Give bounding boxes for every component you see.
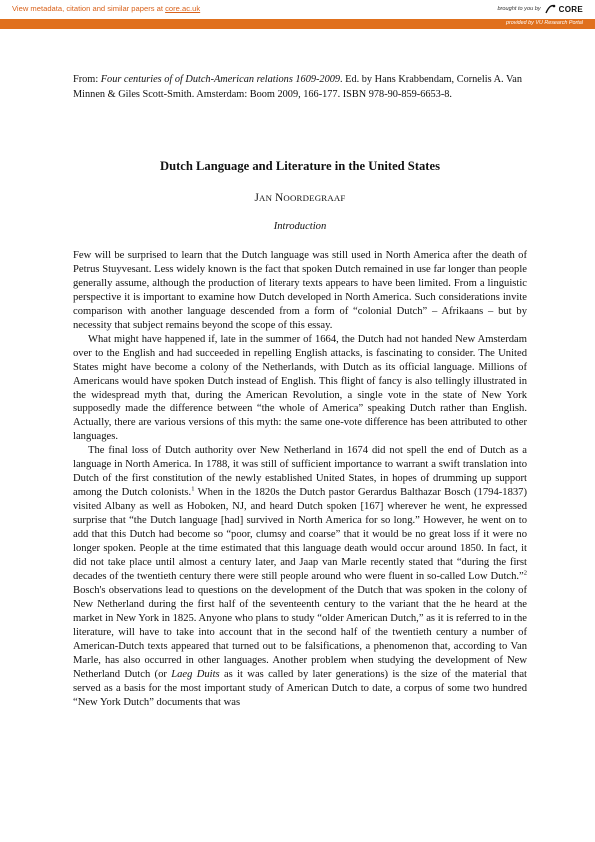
core-banner (0, 0, 595, 19)
body-text (73, 249, 527, 709)
author-first-rest: AN (259, 193, 273, 203)
paper-page (73, 72, 527, 709)
author-last-initial: N (275, 192, 284, 204)
paper-title: Dutch Language and Literature in the United States (160, 159, 440, 173)
citation-prefix: From: (73, 74, 101, 85)
paragraph-3-part-a: The final loss of Dutch authority over New Netherland in 1674 did not spell the end of Dutch as a language in North America. In 1788, it was still of sufficient importance to warrant a swift translation into Dutch of the first constitution of the newly established United States, in hopes of drumming up support among the Dutch colonists. (73, 445, 527, 499)
paragraph-3-part-c: Bosch's observations lead to questions on the development of the Dutch that was spoken in the colony of New Netherland during the first half of the seventeenth century to the variant that the he heard at the market in New York in 1825. Anyone who plans to study “older American Dutch,” as it is referred to in the literature, will have to take into account that in the second half of the twentieth century a number of American-Dutch texts appeared that turned out to be falsifications, a phenomenon that, according to Van Marle, has also occurred in other languages. Another problem when studying the development of New Netherland Dutch (or (73, 584, 527, 680)
citation-rest: . Ed. by Hans Krabbendam, Cornelis A. Van Minnen & Giles Scott-Smith. Amsterdam: Boom 2009, 166-177. ISBN 978-90-859-6653-8. (73, 74, 523, 100)
core-logo-text[interactable]: CORE (558, 4, 583, 14)
core-branding (497, 3, 583, 15)
paragraph-2: What might have happened if, late in the summer of 1664, the Dutch had not handed New Amsterdam over to the English and had succeeded in repelling English attacks, is fascinating to consider. The United States might have become a colony of the Netherlands, with Dutch as its official language. Millions of Americans would have spoken Dutch instead of English. This flight of fancy is also tellingly illustrated in the widespread myth that, during the American Revolution, a single vote in the state of New York supposedly made the difference between “the whole of America” speaking Dutch rather than English. Actually, there are various versions of this myth: the same one-vote difference has been attributed to other languages. (73, 333, 527, 443)
paragraph-3-italic-term: Laeg Duits (171, 668, 220, 680)
footnote-ref-1[interactable]: 1 (191, 485, 195, 493)
footnote-ref-2[interactable]: 2 (523, 569, 527, 577)
paragraph-3-part-d: as it was called by later generations) is the size of the material that served as a basis for the most important study of American Dutch to date, a corpus of some two hundred “New York Dutch” documents that was (73, 668, 527, 708)
author-first-initial: J (254, 192, 260, 204)
core-link[interactable]: core.ac.uk (165, 4, 201, 13)
author-last-rest: OORDEGRAAF (283, 193, 346, 203)
citation (73, 72, 527, 102)
paragraph-3-part-b: When in the 1820s the Dutch pastor Gerardus Balthazar Bosch (1794-1837) visited Albany as well as Hoboken, NJ, and heard Dutch spoken [167] wherever he went, he expressed surprise that “the Dutch language [had] survived in North America for so long.” However, he went on to add that this Dutch had become so “poor, clumsy and coarse” that it would be no great loss if it were no longer spoken. People at the time estimated that this language death would occur around 1850. In fact, it did not take place until almost a century later, and Jaap van Marle recently stated that “during the first decades of the twentieth century there were still people around who were fluent in so-called Low Dutch.” (73, 487, 527, 582)
paragraph-3 (73, 444, 527, 709)
core-metadata-text (12, 4, 200, 13)
core-provided-bar (0, 19, 595, 29)
paragraph-1: Few will be surprised to learn that the Dutch language was still used in North America after the death of Petrus Stuyvesant. Less widely known is the fact that spoken Dutch remained in use far longer than people generally assume, although the production of literary texts appears to have been limited. From a linguistic perspective it is important to examine how Dutch developed in North America. Such considerations invite comparison with another language descended from a form of “colonial Dutch” – Afrikaans – but by necessity that subject remains beyond the scope of this essay. (73, 250, 527, 331)
author-name (73, 191, 527, 205)
core-link-prefix: View metadata, citation and similar papers at (12, 4, 163, 13)
section-heading: Introduction (273, 221, 327, 232)
brought-to-you-text: brought to you by (497, 6, 541, 12)
citation-book-title: Four centuries of of Dutch-American relations 1609-2009 (100, 74, 341, 85)
core-logo-icon (544, 3, 556, 15)
core-provided-text[interactable]: provided by VU Research Portal (505, 20, 583, 26)
